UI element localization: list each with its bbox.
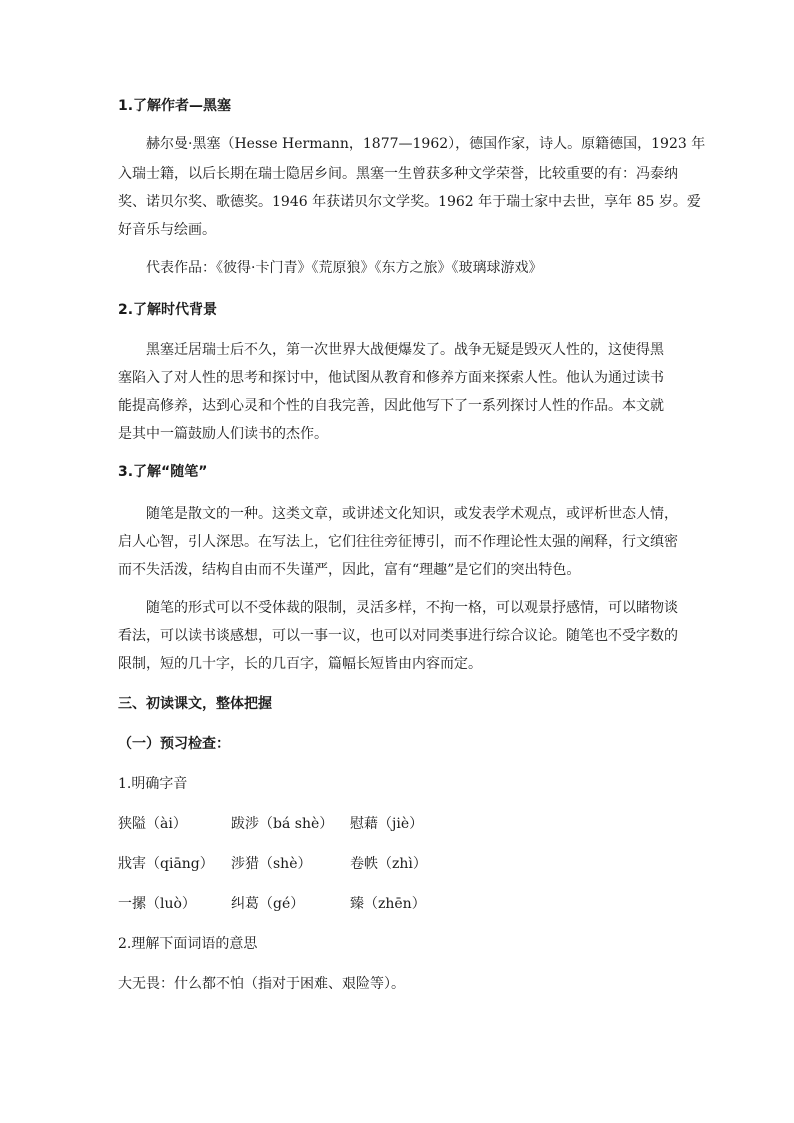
paragraph-line: 黑塞迁居瑞士后不久，第一次世界大战便爆发了。战争无疑是毁灭人性的，这使得黑	[146, 342, 664, 358]
sub-heading-preview-check: （一）预习检查：	[118, 736, 230, 752]
item-word-meaning: 2.理解下面词语的意思	[118, 936, 258, 952]
pinyin-entry: 慰藉（jiè）	[350, 816, 424, 832]
paragraph-line: 而不失活泼，结构自由而不失谨严，因此，富有“理趣”是它们的突出特色。	[118, 562, 581, 578]
pinyin-entry: 卷帙（zhì）	[350, 856, 427, 872]
paragraph-line: 限制，短的几十字，长的几百字，篇幅长短皆由内容而定。	[118, 656, 482, 672]
pinyin-entry: 纠葛（gé）	[231, 896, 305, 912]
pinyin-entry: 跋涉（bá shè）	[231, 816, 334, 832]
paragraph-line: 塞陷入了对人性的思考和探讨中，他试图从教育和修养方面来探索人性。他认为通过读书	[118, 370, 664, 386]
paragraph-line: 入瑞士籍，以后长期在瑞士隐居乡间。黑塞一生曾获多种文学荣誉，比较重要的有：冯泰纳	[118, 166, 678, 182]
paragraph-line: 好音乐与绘画。	[118, 222, 216, 238]
paragraph-line: 看法，可以读书谈感想，可以一事一议，也可以对同类事进行综合议论。随笔也不受字数的	[118, 628, 678, 644]
paragraph-line: 随笔的形式可以不受体裁的限制，灵活多样，不拘一格，可以观景抒感情，可以睹物谈	[146, 600, 678, 616]
pinyin-entry: 臻（zhēn）	[350, 896, 426, 912]
paragraph-line: 赫尔曼·黑塞（Hesse Hermann，1877—1962），德国作家，诗人。原籍德国，1923 年	[146, 136, 706, 152]
paragraph-line: 是其中一篇鼓励人们读书的杰作。	[118, 426, 328, 442]
paragraph-line: 启人心智，引人深思。在写法上，它们往往旁征博引，而不作理论性太强的阐释，行文缜密	[118, 534, 678, 550]
item-pronunciation: 1.明确字音	[118, 776, 188, 792]
part-heading: 三、初读课文，整体把握	[118, 696, 272, 712]
paragraph-line: 能提高修养，达到心灵和个性的自我完善，因此他写下了一系列探讨人性的作品。本文就	[118, 398, 664, 414]
pinyin-entry: 戕害（qiāng）	[118, 856, 214, 872]
paragraph-line: 随笔是散文的一种。这类文章，或讲述文化知识，或发表学术观点，或评析世态人情，	[146, 506, 678, 522]
word-definition: 大无畏：什么都不怕（指对于困难、艰险等）。	[118, 976, 405, 992]
section-heading-essay: 3.了解“随笔”	[118, 464, 208, 480]
section-heading-background: 2.了解时代背景	[118, 302, 218, 318]
pinyin-entry: 一摞（luò）	[118, 896, 196, 912]
paragraph-line: 奖、诺贝尔奖、歌德奖。1946 年获诺贝尔文学奖。1962 年于瑞士家中去世，享年 85 岁。爱	[118, 194, 701, 210]
representative-works: 代表作品：《彼得·卡门青》《荒原狼》《东方之旅》《玻璃球游戏》	[146, 260, 543, 276]
pinyin-entry: 狭隘（ài）	[118, 816, 187, 832]
pinyin-entry: 涉猎（shè）	[231, 856, 312, 872]
section-heading-author: 1.了解作者—黑塞	[118, 98, 232, 114]
